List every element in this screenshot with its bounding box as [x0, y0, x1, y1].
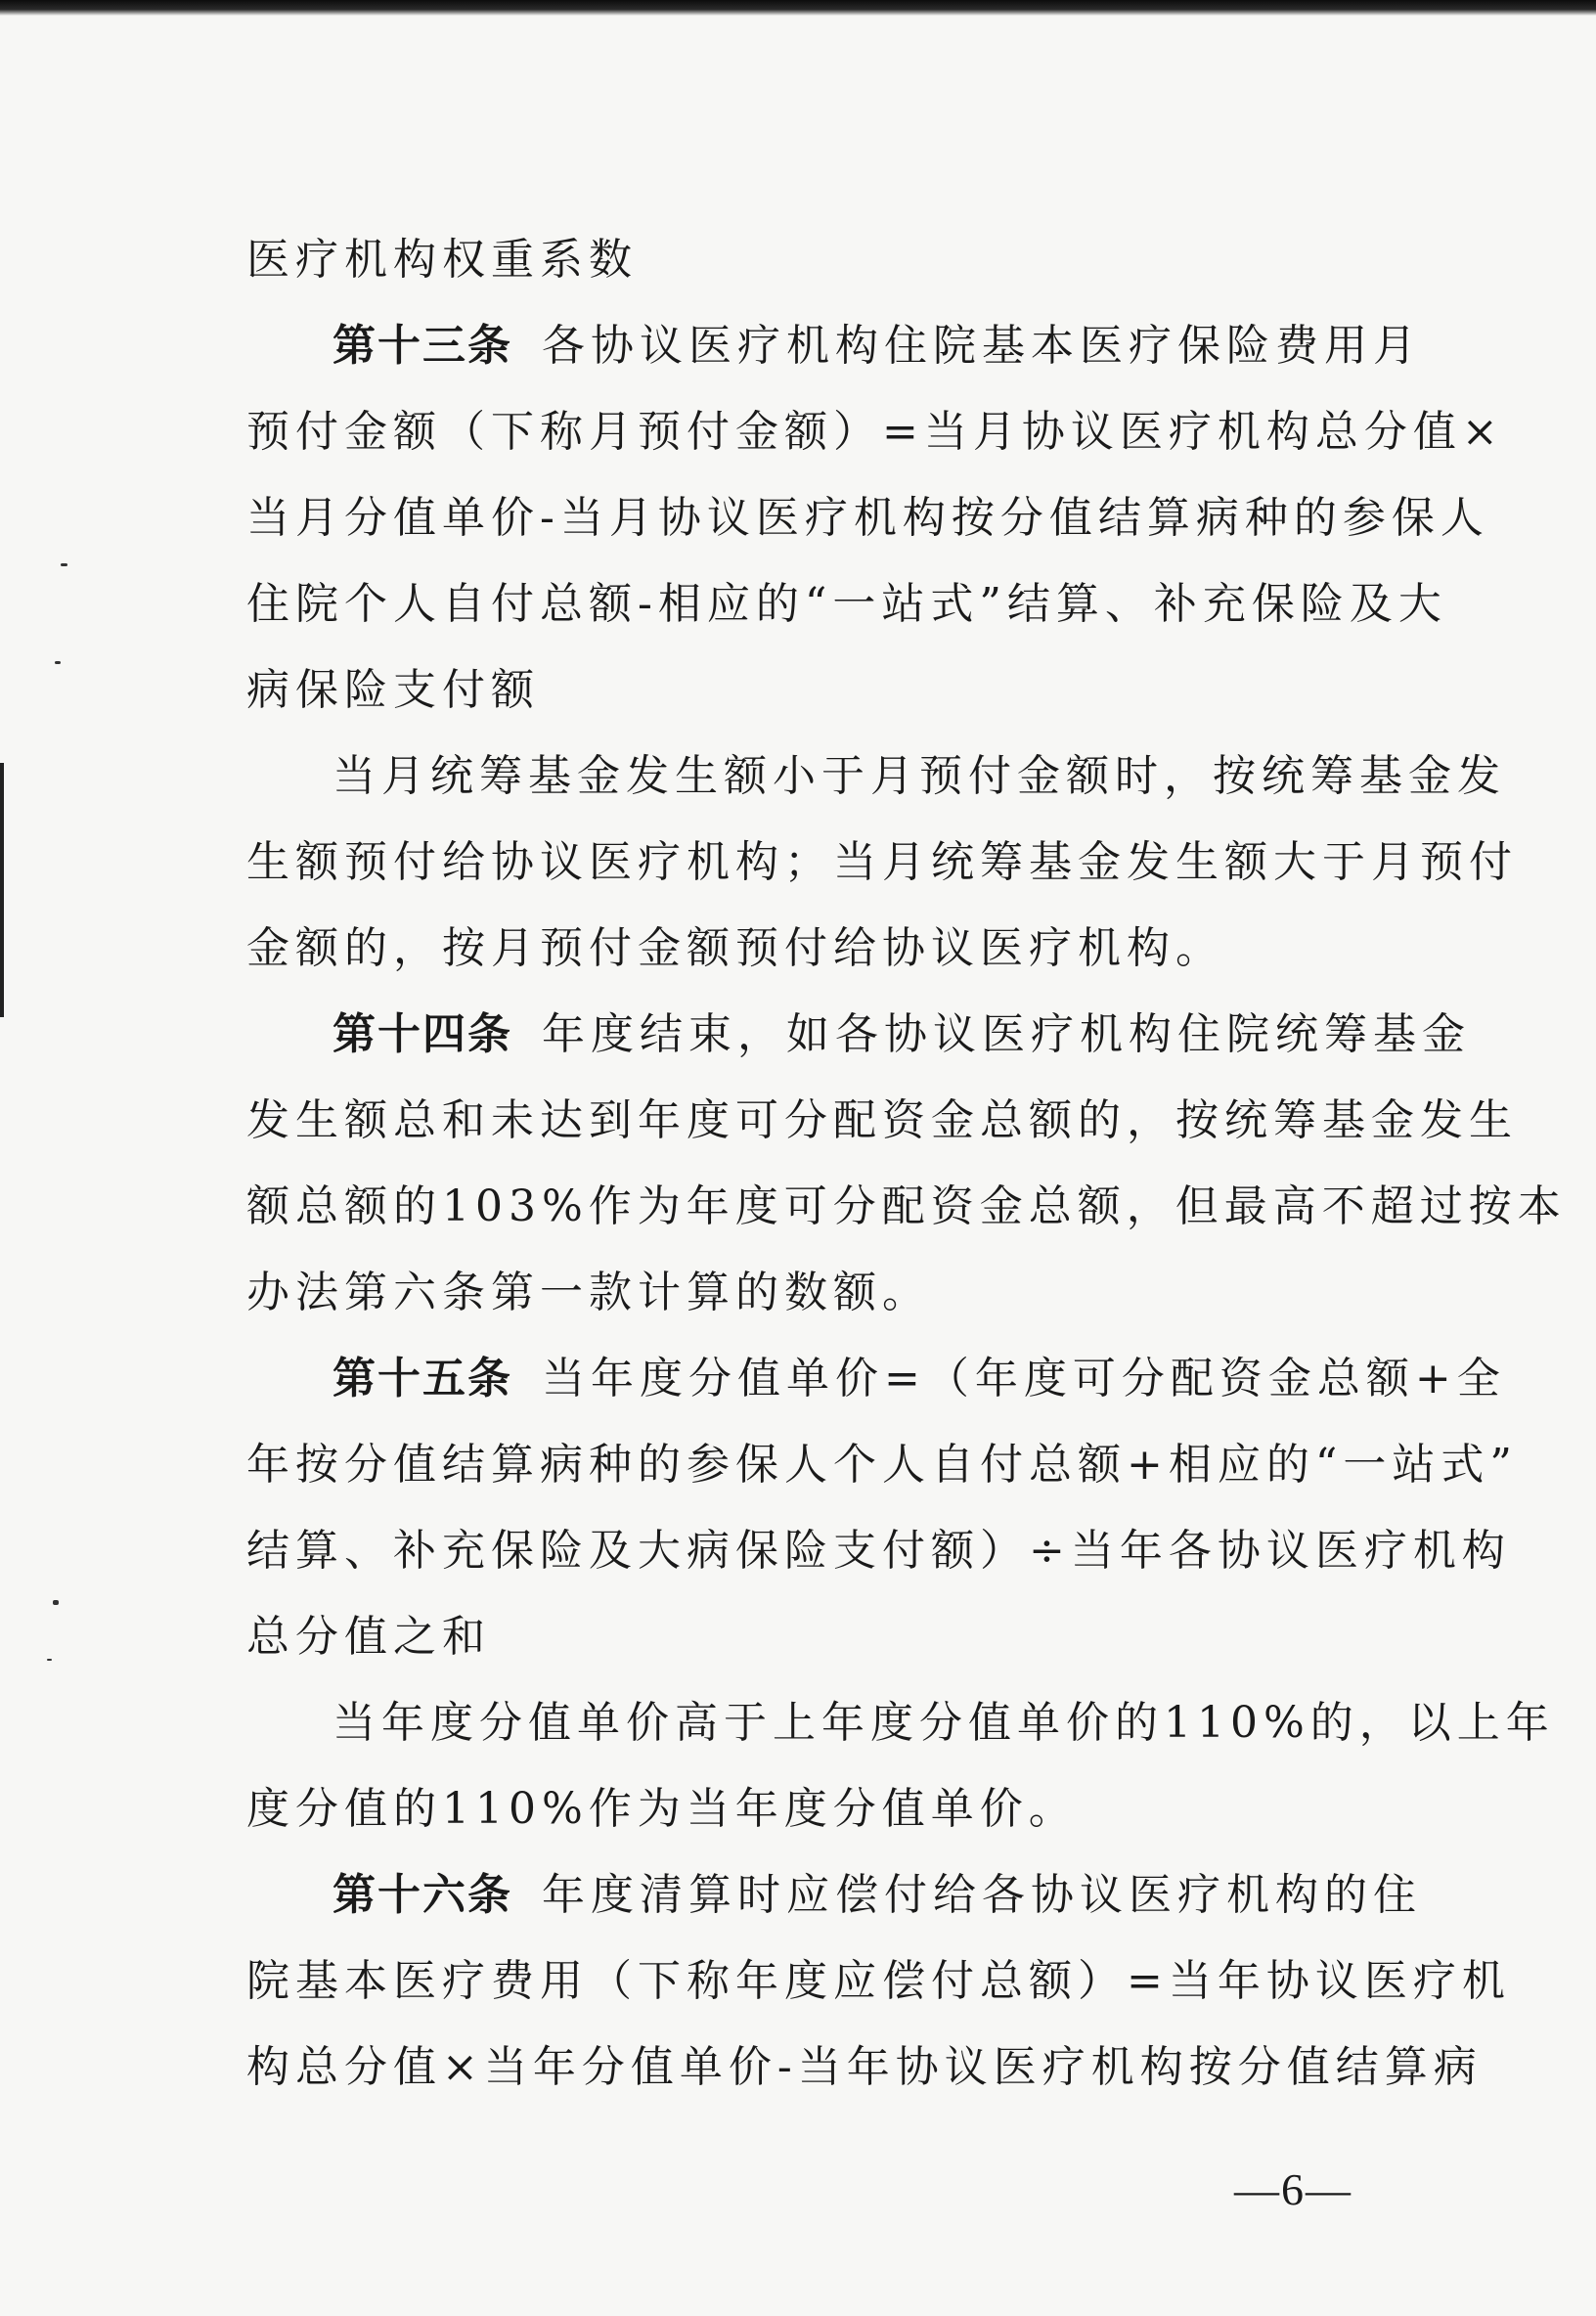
text-line: 住院个人自付总额-相应的“一站式”结算、补充保险及大 — [246, 579, 1447, 629]
scan-left-edge — [0, 763, 4, 1017]
article-number: 第十六条 — [332, 1870, 512, 1920]
article-number: 第十四条 — [332, 1009, 512, 1059]
paragraph-first-line: 当年度分值单价高于上年度分值单价的110%的，以上年 — [332, 1698, 1555, 1748]
text-line: 年按分值结算病种的参保人个人自付总额+相应的“一站式” — [246, 1440, 1518, 1490]
page-number: —6— — [1234, 2164, 1352, 2214]
article-text: 当年度分值单价=（年度可分配资金总额+全 — [542, 1354, 1506, 1403]
text-line: 当月分值单价-当月协议医疗机构按分值结算病种的参保人 — [246, 493, 1489, 543]
article-text: 各协议医疗机构住院基本医疗保险费用月 — [542, 321, 1422, 371]
text-line: 办法第六条第一款计算的数额。 — [246, 1268, 931, 1317]
text-line: 构总分值×当年分值单价-当年协议医疗机构按分值结算病 — [246, 2042, 1483, 2092]
article-number: 第十三条 — [332, 321, 512, 371]
text-line: 度分值的110%作为当年度分值单价。 — [246, 1784, 1078, 1834]
text-line: 总分值之和 — [246, 1612, 491, 1662]
text-line: 生额预付给协议医疗机构；当月统筹基金发生额大于月预付 — [246, 837, 1518, 887]
scan-speck — [61, 563, 67, 566]
scan-speck — [53, 1600, 59, 1605]
article-13-first-line — [246, 303, 1422, 389]
document-body — [246, 217, 1567, 2111]
text-line: 金额的，按月预付金额预付给协议医疗机构。 — [246, 923, 1224, 973]
article-15-first-line — [246, 1336, 1506, 1422]
article-text: 年度清算时应偿付给各协议医疗机构的住 — [542, 1870, 1422, 1920]
text-line: 医疗机构权重系数 — [246, 235, 638, 285]
text-line: 结算、补充保险及大病保险支付额）÷当年各协议医疗机构 — [246, 1526, 1511, 1576]
scan-top-edge — [0, 0, 1596, 16]
scan-speck — [47, 1659, 52, 1661]
text-line: 院基本医疗费用（下称年度应偿付总额）=当年协议医疗机 — [246, 1956, 1511, 2006]
article-16-first-line — [246, 1852, 1422, 1938]
article-text: 年度结束，如各协议医疗机构住院统筹基金 — [542, 1009, 1471, 1059]
article-14-first-line — [246, 992, 1471, 1078]
scan-speck — [55, 661, 61, 664]
article-number: 第十五条 — [332, 1354, 512, 1403]
text-line: 额总额的103%作为年度可分配资金总额，但最高不超过按本 — [246, 1181, 1567, 1231]
text-line: 预付金额（下称月预付金额）=当月协议医疗机构总分值× — [246, 407, 1504, 457]
text-line: 病保险支付额 — [246, 665, 540, 715]
paragraph-first-line: 当月统筹基金发生额小于月预付金额时，按统筹基金发 — [332, 751, 1506, 801]
text-line: 发生额总和未达到年度可分配资金总额的，按统筹基金发生 — [246, 1095, 1518, 1145]
